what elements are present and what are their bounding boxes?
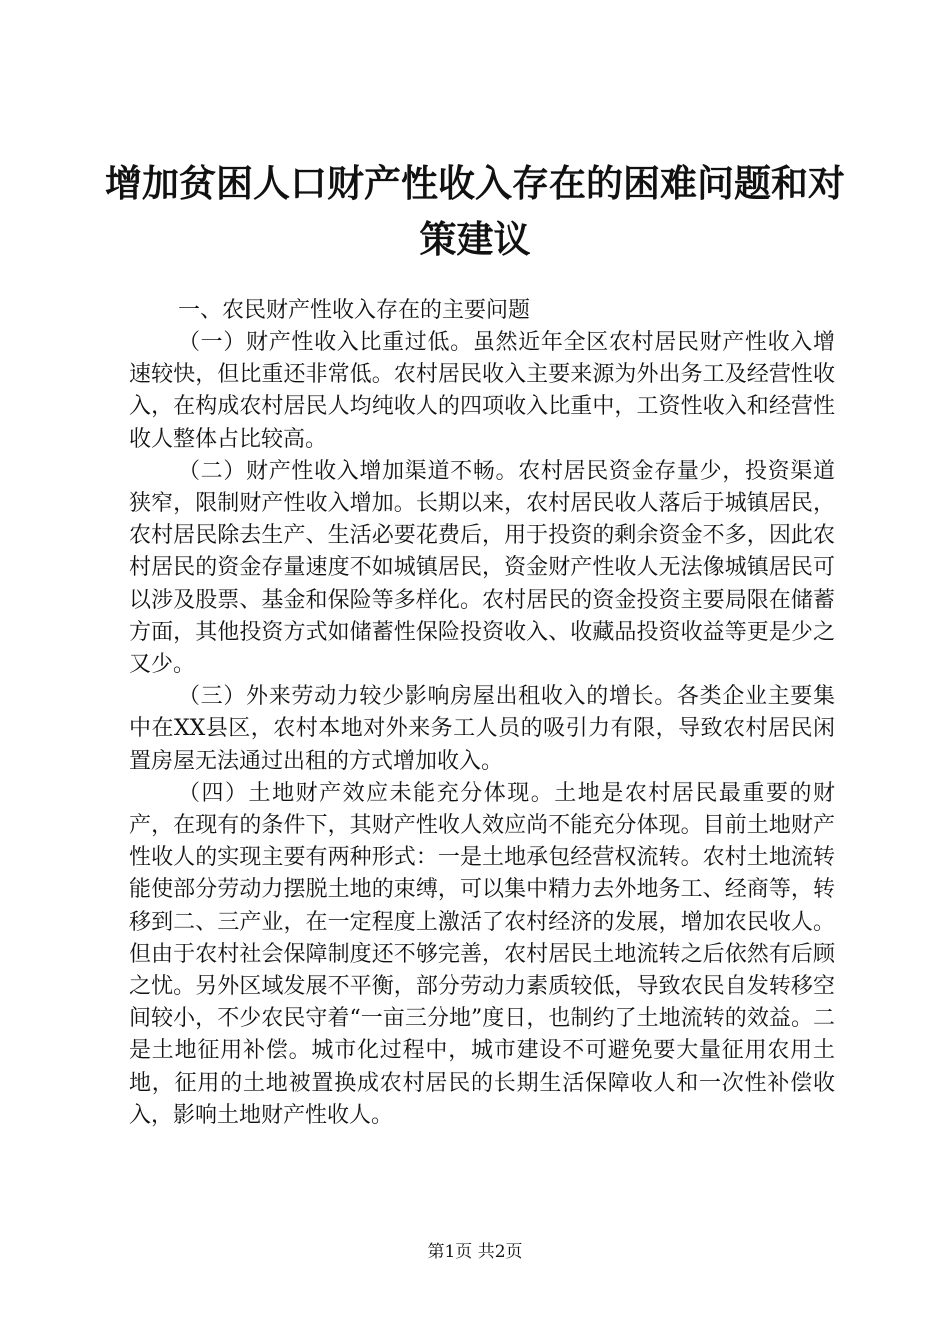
page-number-footer: 第1页 共2页	[427, 1242, 523, 1262]
section-heading: 一、农民财产性收入存在的主要问题	[178, 298, 531, 323]
paragraph-3: （三）外来劳动力较少影响房屋出租收入的增长。各类企业主要集中在XX县区，农村本地对外来务工人员的吸引力有限，导致农村居民闲置房屋无法通过出租的方式增加收入。	[129, 684, 835, 774]
paragraph-2: （二）财产性收入增加渠道不畅。农村居民资金存量少，投资渠道狭窄，限制财产性收入增加。长期以来，农村居民收人落后于城镇居民，农村居民除去生产、生活必要花费后，用于投资的剩余资金不多，因此农村居民的资金存量速度不如城镇居民，资金财产性收人无法像城镇居民可以涉及股票、基金和保险等多样化。农村居民的资金投资主要局限在储蓄方面，其他投资方式如储蓄性保险投资收入、收藏品投资收益等更是少之又少。	[129, 458, 835, 678]
document-title: 增加贫困人口财产性收入存在的困难问题和对策建议	[105, 162, 845, 261]
paragraph-4: （四）土地财产效应未能充分体现。土地是农村居民最重要的财产，在现有的条件下，其财产性收人效应尚不能充分体现。目前土地财产性收人的实现主要有两种形式：一是土地承包经营权流转。农村土地流转能使部分劳动力摆脱土地的束缚，可以集中精力去外地务工、经商等，转移到二、三产业，在一定程度上激活了农村经济的发展，增加农民收人。但由于农村社会保障制度还不够完善，农村居民土地流转之后依然有后顾之忧。另外区域发展不平衡，部分劳动力素质较低，导致农民自发转移空间较小，不少农民守着“一亩三分地”度日，也制约了土地流转的效益。二是土地征用补偿。城市化过程中，城市建设不可避免要大量征用农用土地，征用的土地被置换成农村居民的长期生活保障收人和一次性补偿收入，影响土地财产性收人。	[129, 780, 835, 1128]
document-body	[129, 294, 835, 1132]
paragraph-1: （一）财产性收入比重过低。虽然近年全区农村居民财产性收入增速较快，但比重还非常低。农村居民收入主要来源为外出务工及经营性收入，在构成农村居民人均纯收人的四项收入比重中，工资性收入和经营性收人整体占比较高。	[129, 330, 835, 452]
